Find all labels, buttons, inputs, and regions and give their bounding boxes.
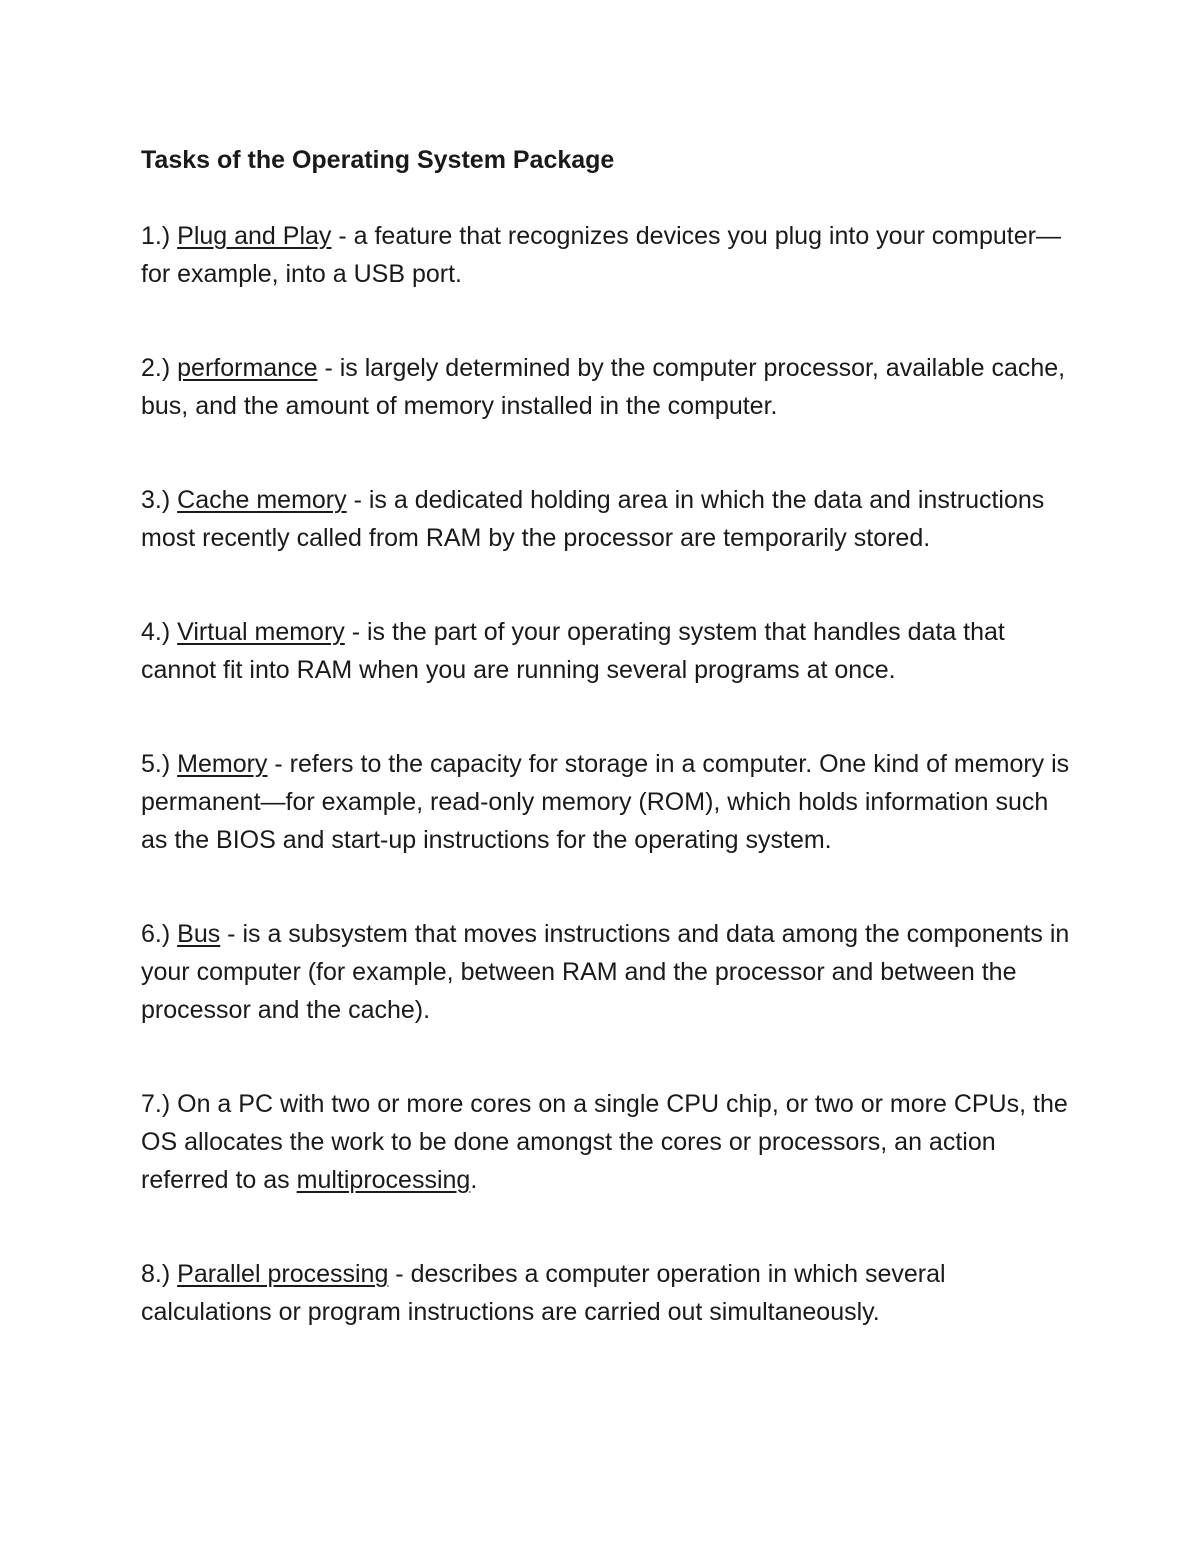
- item-definition: - describes a computer operation in which several calculations or program instructions are carried out simultaneously.: [141, 1260, 946, 1326]
- item-term: Cache memory: [177, 486, 347, 514]
- item-definition: - refers to the capacity for storage in a computer. One kind of memory is permanent—for example, read-only memory (ROM), which holds information such as the BIOS and start-up instructions for the operating system.: [141, 750, 1070, 854]
- item-number: 7.): [141, 1090, 171, 1118]
- item-number: 2.): [141, 354, 171, 382]
- list-item: [141, 217, 1081, 293]
- item-number: 1.): [141, 222, 171, 250]
- item-term: Virtual memory: [177, 618, 345, 646]
- list-item: [141, 915, 1081, 1029]
- item-term: Parallel processing: [177, 1260, 389, 1288]
- item-number: 5.): [141, 750, 171, 778]
- item-definition-end: .: [470, 1166, 478, 1194]
- document-body: [141, 141, 1081, 1387]
- item-term: performance: [177, 354, 318, 382]
- list-item: [141, 613, 1081, 689]
- list-item: [141, 349, 1081, 425]
- item-number: 6.): [141, 920, 171, 948]
- document-title: Tasks of the Operating System Package: [141, 146, 615, 174]
- list-item: [141, 1255, 1081, 1331]
- item-term: multiprocessing: [296, 1166, 471, 1194]
- item-term: Memory: [177, 750, 268, 778]
- item-definition: On a PC with two or more cores on a single CPU chip, or two or more CPUs, the OS allocates the work to be done amongst the cores or processors, an action referred to as: [141, 1090, 1068, 1194]
- item-number: 8.): [141, 1260, 171, 1288]
- item-definition: - is the part of your operating system that handles data that cannot fit into RAM when you are running several programs at once.: [141, 618, 1005, 684]
- item-term: Bus: [177, 920, 221, 948]
- list-item: [141, 481, 1081, 557]
- item-number: 4.): [141, 618, 171, 646]
- item-definition: - is a subsystem that moves instructions and data among the components in your computer (for example, between RAM and the processor and between the processor and the cache).: [141, 920, 1070, 1024]
- item-term: Plug and Play: [177, 222, 332, 250]
- item-definition: - a feature that recognizes devices you plug into your computer—for example, into a USB port.: [141, 222, 1061, 288]
- item-definition: - is a dedicated holding area in which the data and instructions most recently called from RAM by the processor are temporarily stored.: [141, 486, 1045, 552]
- list-item: [141, 1085, 1081, 1199]
- list-item: [141, 745, 1081, 859]
- item-definition: - is largely determined by the computer processor, available cache, bus, and the amount of memory installed in the computer.: [141, 354, 1066, 420]
- item-number: 3.): [141, 486, 171, 514]
